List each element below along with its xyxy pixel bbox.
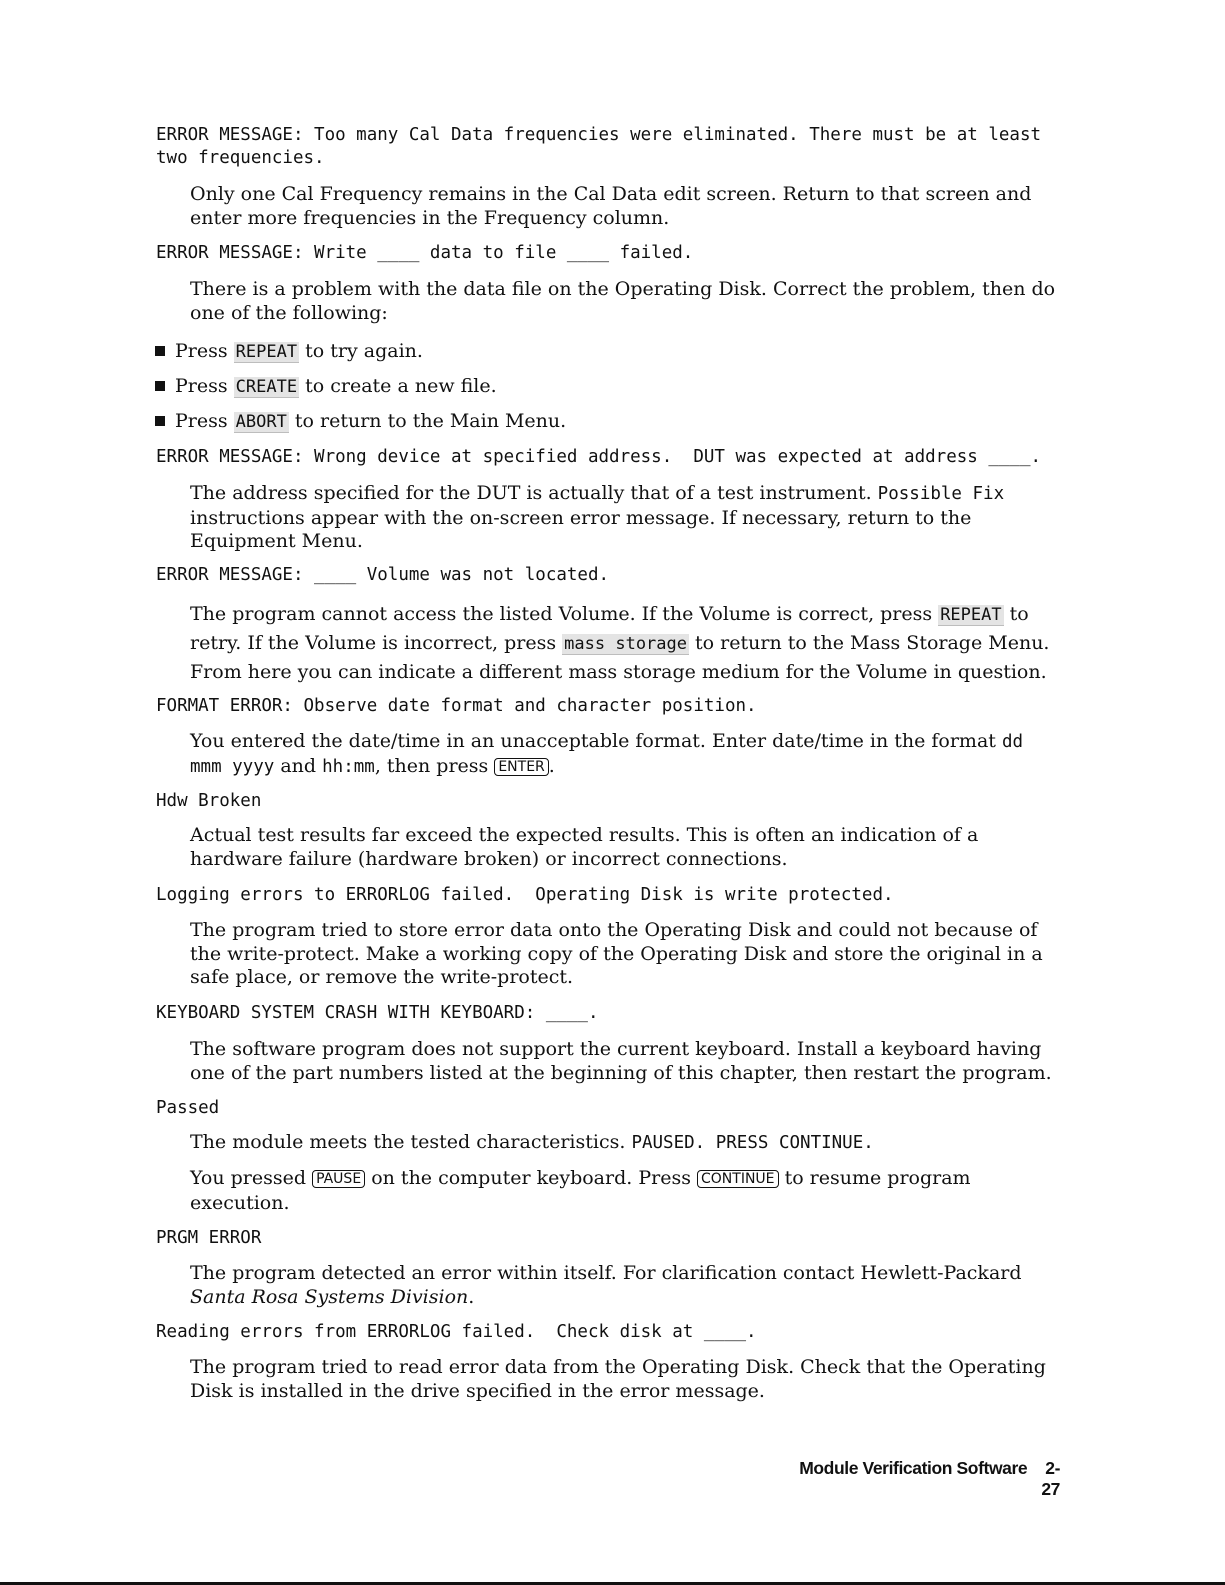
footer-section-title: Module Verification Software [799, 1458, 1028, 1478]
error-message: Hdw Broken [156, 791, 262, 811]
error-description: The address specified for the DUT is actually that of a test instrument. Possible Fix instructions appear with the on-screen error message. If necessary, return to the Equipment Menu. [190, 482, 1005, 552]
error-description: The program tried to store error data onto the Operating Disk and could not because of the write-protect. Make a working copy of the Operating Disk and store the original in a safe place, or remove the write-protect. [190, 919, 1043, 988]
softkey-repeat: REPEAT [235, 342, 298, 362]
error-description: The module meets the tested characteristics. PAUSED. PRESS CONTINUE. [190, 1131, 874, 1153]
softkey-repeat: REPEAT [940, 605, 1002, 625]
error-message: FORMAT ERROR: Observe date format and character position. [156, 696, 757, 716]
softkey-create: CREATE [235, 377, 298, 397]
error-message: Reading errors from ERRORLOG failed. Check disk at ____. [156, 1322, 757, 1342]
enter-key: ENTER [494, 758, 548, 776]
error-message: KEYBOARD SYSTEM CRASH WITH KEYBOARD: ____. [156, 1003, 599, 1023]
error-description: You pressed PAUSE on the computer keyboard. Press CONTINUE to resume program execution. [190, 1167, 971, 1214]
error-message: PRGM ERROR [156, 1228, 262, 1248]
error-message: Passed [156, 1098, 220, 1118]
code-text: PAUSED. PRESS CONTINUE. [631, 1133, 874, 1153]
time-format-code: hh:mm [322, 756, 375, 777]
error-description: The program cannot access the listed Volume. If the Volume is correct, press REPEAT to retry. If the Volume is incorrect, press mass storage to return to the Mass Storage Menu. From here you can indicate a different mass storage medium for the Volume in question. [190, 603, 1050, 683]
date-format-code: dd mmm yyyy [190, 732, 1024, 777]
continue-key: CONTINUE [697, 1170, 779, 1188]
error-message: Logging errors to ERRORLOG failed. Operating Disk is write protected. [156, 885, 894, 905]
error-message: ERROR MESSAGE: Too many Cal Data frequencies were eliminated. There must be at least two frequencies. [156, 125, 1052, 168]
bullet-item: Press CREATE to create a new file. [155, 375, 755, 399]
error-description: The program tried to read error data from the Operating Disk. Check that the Operating Disk is installed in the drive specified in the error message. [190, 1356, 1046, 1402]
error-description: The software program does not support the current keyboard. Install a keyboard having one of the part numbers listed at the beginning of this chapter, then restart the program. [190, 1038, 1052, 1084]
error-description: The program detected an error within itself. For clarification contact Hewlett-Packard Santa Rosa Systems Division. [190, 1262, 1022, 1308]
page-footer [790, 1458, 1060, 1500]
error-message: ERROR MESSAGE: ____ Volume was not located. [156, 565, 610, 585]
softkey-mass-storage: mass storage [564, 634, 687, 654]
pause-key: PAUSE [312, 1170, 365, 1188]
division-name: Santa Rosa Systems Division [190, 1285, 469, 1308]
bullet-icon [155, 346, 165, 356]
code-text: Possible Fix [877, 484, 1005, 504]
softkey-abort: ABORT [235, 412, 287, 432]
bullet-icon [155, 381, 165, 391]
bullet-item: Press REPEAT to try again. [155, 340, 755, 364]
bullet-icon [155, 416, 165, 426]
error-message: ERROR MESSAGE: Write ____ data to file ____ failed. [156, 243, 694, 263]
error-description: Actual test results far exceed the expected results. This is often an indication of a hardware failure (hardware broken) or incorrect connections. [190, 824, 979, 870]
error-description: There is a problem with the data file on the Operating Disk. Correct the problem, then do one of the following: [190, 278, 1056, 324]
error-description: Only one Cal Frequency remains in the Cal Data edit screen. Return to that screen and enter more frequencies in the Frequency column. [190, 183, 1032, 229]
error-message: ERROR MESSAGE: Wrong device at specified address. DUT was expected at address ____. [156, 447, 1042, 467]
page-number: 2-27 [1041, 1458, 1060, 1499]
error-description: You entered the date/time in an unacceptable format. Enter date/time in the format dd mmm yyyy and hh:mm, then press ENTER . [190, 730, 1024, 777]
bullet-item: Press ABORT to return to the Main Menu. [155, 410, 755, 434]
